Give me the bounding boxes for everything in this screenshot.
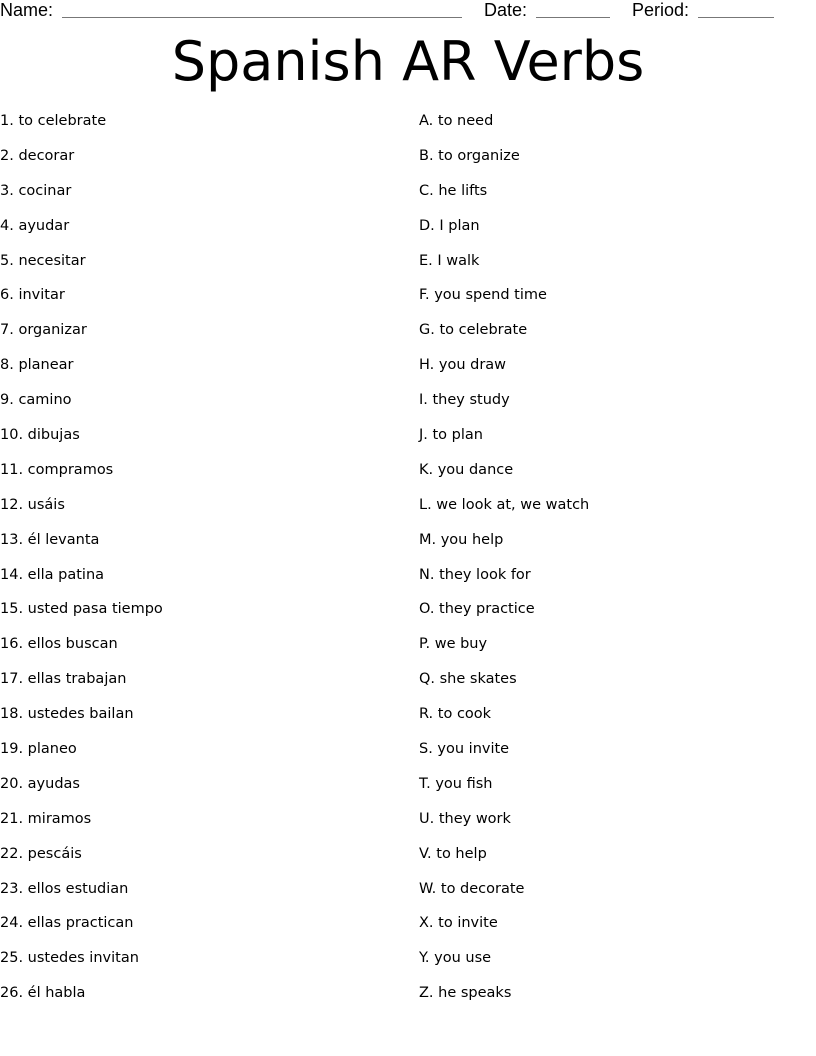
question-item: 21. miramos (0, 810, 92, 827)
answer-item: B. to organize (419, 147, 520, 164)
answer-item: C. he lifts (419, 182, 488, 199)
answer-item: R. to cook (419, 706, 492, 723)
question-item: 25. ustedes invitan (0, 950, 139, 967)
worksheet-title: Spanish AR Verbs (171, 30, 645, 93)
question-item: 5. necesitar (0, 252, 86, 269)
question-item: 13. él levanta (0, 531, 100, 548)
answer-item: Q. she skates (419, 671, 517, 688)
question-item: 2. decorar (0, 147, 75, 164)
question-item: 26. él habla (0, 985, 86, 1002)
question-item: 18. ustedes bailan (0, 706, 134, 723)
answer-item: F. you spend time (419, 287, 547, 304)
question-item: 7. organizar (0, 322, 87, 339)
question-item: 22. pescáis (0, 845, 82, 862)
answer-item: H. you draw (419, 357, 507, 374)
worksheet-header (0, 0, 816, 22)
question-item: 9. camino (0, 392, 72, 409)
question-item: 3. cocinar (0, 182, 72, 199)
name-blank-line[interactable] (62, 17, 462, 18)
question-item: 19. planeo (0, 741, 77, 758)
answer-item: V. to help (419, 845, 487, 862)
answer-list (419, 111, 816, 1018)
date-label: Date: (484, 0, 528, 20)
answer-item: A. to need (419, 113, 494, 129)
date-blank-line[interactable] (536, 17, 610, 18)
question-item: 16. ellos buscan (0, 636, 118, 653)
answer-item: S. you invite (419, 741, 510, 758)
period-blank-line[interactable] (698, 17, 774, 18)
question-item: 24. ellas practican (0, 915, 134, 932)
question-list (0, 111, 400, 1018)
question-item: 14. ella patina (0, 566, 105, 583)
answer-item: X. to invite (419, 915, 498, 932)
answer-item: E. I walk (419, 252, 480, 269)
question-item: 11. compramos (0, 461, 114, 478)
question-item: 17. ellas trabajan (0, 671, 127, 688)
question-item: 10. dibujas (0, 427, 80, 444)
answer-item: Z. he speaks (419, 985, 512, 1002)
question-item: 8. planear (0, 357, 74, 374)
answer-item: O. they practice (419, 601, 535, 618)
answer-item: J. to plan (419, 427, 483, 444)
question-item: 20. ayudas (0, 775, 80, 792)
answer-item: U. they work (419, 810, 511, 827)
answer-item: Y. you use (419, 950, 492, 967)
answer-item: G. to celebrate (419, 322, 528, 339)
question-item: 12. usáis (0, 496, 65, 513)
answer-item: W. to decorate (419, 880, 525, 897)
answer-item: M. you help (419, 531, 504, 548)
name-label: Name: (0, 0, 54, 20)
answer-item: L. we look at, we watch (419, 496, 590, 513)
answer-item: N. they look for (419, 566, 531, 583)
answer-item: P. we buy (419, 636, 488, 653)
answer-item: T. you fish (419, 775, 493, 792)
question-item: 6. invitar (0, 287, 65, 304)
answer-item: I. they study (419, 392, 510, 409)
period-label: Period: (632, 0, 690, 20)
question-item: 23. ellos estudian (0, 880, 129, 897)
answer-item: D. I plan (419, 217, 480, 234)
question-item: 1. to celebrate (0, 113, 107, 129)
answer-item: K. you dance (419, 461, 514, 478)
question-item: 15. usted pasa tiempo (0, 601, 163, 618)
question-item: 4. ayudar (0, 217, 70, 234)
